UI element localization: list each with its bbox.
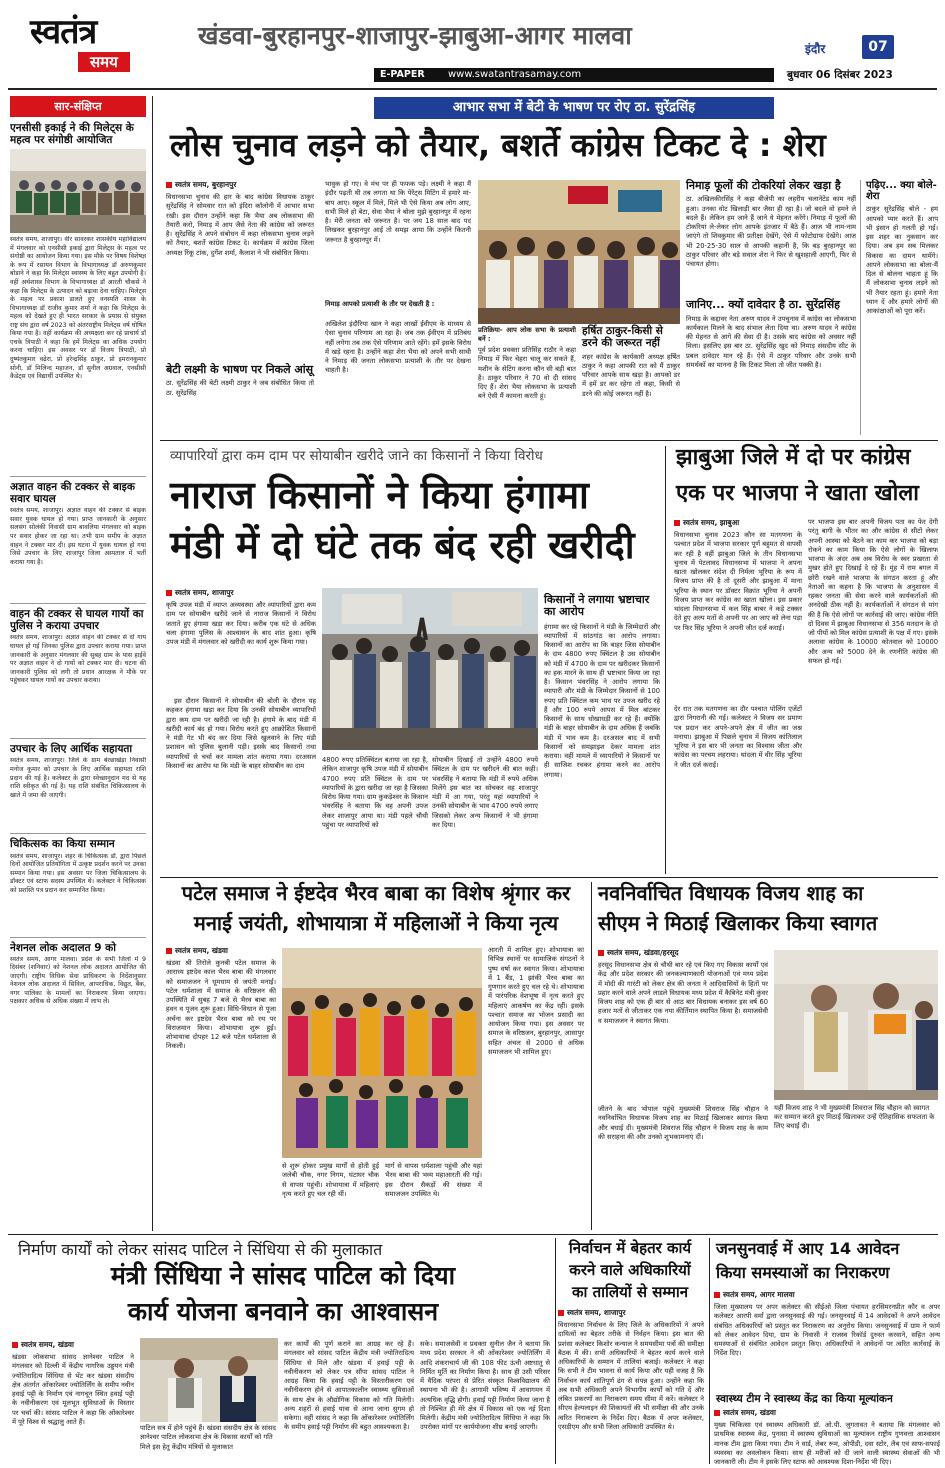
story8-subhead: स्वास्थ्य टीम ने स्वास्थ्य केंद्र का किया मूल्यांकन — [716, 1393, 893, 1405]
story4-photo — [282, 948, 482, 1158]
story2-sidebox — [544, 594, 660, 872]
epaper-label: E-PAPER — [380, 69, 425, 80]
sidebar-item-body: स्वतंत्र समय, शाजापुर। अज्ञात वाहन की टक्कर से दो गाय घायल हो गई जिनका पुलिस द्वारा उपचार कराया गया। प्राप्त जानकारी के अनुसार मंगलवार की सुबह ग्राम के पास हाईवे पर अज्ञात वाहन ने दो गायों को टक्कर मार दी। घटना की जानकारी पुलिस को लगी तो प्रधान आरक्षक ने मौके पर पहुंचकर घायल गायों का उपचार कराया। — [10, 634, 146, 685]
sidebar — [10, 96, 146, 1231]
story1-subhead: बेटी लक्ष्मी के भाषण पर निकले आंसू — [166, 363, 314, 376]
story6-col2 — [284, 1340, 414, 1464]
story6-photo-caption: पाटिल सत्र में होने पहुंचे हैं। खंडवा संसदीय क्षेत्र के सांसद ज्ञानेश्वर पाटिल लोकसभा क्षेत्र के विकास कार्यों को गति मिले इस हेतु केंद्रीय मंत्रियों से मुलाकात — [140, 1424, 276, 1451]
story4-headline: मनाई जयंती, शोभायात्रा में महिलाओं ने किया नृत्य — [193, 911, 559, 935]
sidebar-item-heading: वाहन की टक्कर से घायल गायों का पुलिस ने कराया उपचार — [10, 608, 144, 633]
story8-body: जिला मुख्यालय पर अपर कलेक्टर की सीईओ जिला पंचायत हरसिमरनप्रीत कौर व अपर कलेक्टर आरपी वर्मा द्वारा जनसुनवाई की गई। जनसुनवाई में 14 आवेदकों ने अपने आवेदन संबंधित अधिकारियों को प्रस्तुत कर निराकरण का अनुरोध किया। जनसुनवाई में ग्राम ने फार्म को लेकर आवेदन दिया, ग्राम के निवासी ने राजस्व रिकॉर्ड दुरुस्त करवाने, सहित अन्य समस्याओं से संबंधित आवेदन प्रस्तुत किए। अधिकारियों ने आवेदनों पर त्वरित कार्रवाई के निर्देश दिए। — [714, 1303, 940, 1358]
story2-body: 4800 रुपए प्रतिक्विंटल बताया जा रहा है, लेकिन शाजापुर कृषि उपज मंडी में सोयाबीन 4700 रुपए प्रति क्विंटल के दाम पर व्यापारियों के द्वारा खरीदा जा रहा है जिसका विरोध किया गया। ग्राम कुकड़ेश्वर के किसान भंवरसिंह ने बताया कि वह अपनी उपज लेकर शाजापुर आया था। मंडी पहले चौथी पहुंचा पर व्यापारियों को — [322, 756, 428, 829]
story1-subhead: निमाड़ आपको प्रत्याशी के तौर पर देखती है : — [325, 300, 435, 308]
story1-body: निमाड़ के कद्दावर नेता अरुण यादव ने उपचुनाव में कांग्रेस का लोकसभा कार्यकाल मिलने के बाद संभाल लेता दिया था। अरुण यादव ने कांग्रेस की मेहनत से आगे की सेवा दी है। उसके बाद कांग्रेस को अवसर नहीं मिला। इसलिए इस बार ठा. सुरेंद्रसिंह खुद को निमाड़ संसदीय सीट के प्रबल दावेदार मान रहे हैं। ऐसे में ठाकुर परिवार और उनके सभी समर्थकों का मानना है कि टिकट मिला तो जीत पक्की है। — [686, 314, 856, 369]
story1-body: भावुक हो गए। वे मंच पर ही फफक पड़े। लक्ष्मी ने कहा मैं इंदौर पढ़ती थी तब लगता था कि पेरेंट्स मिटिंग में हमारे मां-बाप आए। स्कूल में मिले, मिले भी ऐसे किया अब लोग आए, सभी मिले हो बेटा, सेवा भैया ने बोला मुझे बुरहानपुर में रहना है। मेरी जनता को जरूरत है। पर जय 18 साल बाद पद लिखकर बुरहानपुर आई तो समझ आया कि उन्होंने कितनी जरूरत है बुरहानपुर में। — [325, 180, 471, 244]
sidebar-item-body: स्वतंत्र समय, शाजापुर। जिले के ग्राम बेरछाखेड़ा निवासी मनोज कुमार को उपचार के लिए आर्थिक सहायता राशि प्रदान की गई है। कलेक्टर के द्वारा स्वेच्छानुदान मद से यह राशि स्वीकृत की गई है। यह राशि संबंधित चिकित्सालय के खाते में जमा की जाएगी। — [10, 757, 146, 799]
sidebar-item — [10, 743, 146, 829]
story3-col2 — [808, 518, 938, 872]
story3-body: देर रात तक मतगणना का दौर पश्चात पोलिंग एजेंटों द्वारा निगरानी की गई। कलेक्टर ने विजय सर प्रमाण पत्र प्रदान कर अपने-अपने क्षेत्र में जीत का जश्न मनाया। झाबुआ में पिछले चुनाव में विजय कांतिलाल भूरिया ने इस बार भी जनता का विश्वास जीता और कांग्रेस का परचम लहराया। थांदला में वीर सिंह भूरिया ने जीत दर्ज कराई। — [674, 705, 802, 769]
story1-body: ठा. अखिलकीरसिंह ने कहा बीजेपी का लहरीय चलानेटेड काम नहीं हुआ। उनका वोट खिलाड़ी बार जैसा ही रहा है। जो बदले वो हमने ले बदले हैं। लेकिन हम जाने हैं जाने ये मेहनत करेंगे। निमाड़ में फूलों की टोकरियां ले-लेकर लोग आपके इंतजार में बैठे हैं। आज भी नाम-नाम जाएंगे तो शिवकुमार की प्रतीक्षा देखेंगे, ऐसे में फोटोग्राफ देखेंगे। आज भी 20-25-30 साल से आपकी कहानी है, कि बड़ बुरहानपुर का ठाकुर परिवार और बड़े सवाल शेरा ने फिर से खुशहाली आएगी, फिर से पंचायत होगा। — [686, 195, 856, 269]
issue-date: बुधवार 06 दिसंबर 2023 — [787, 69, 893, 81]
story1-body: पूर्व प्रदेश प्रवक्ता प्रतिसिंह राठौर ने कहा निमाड़ में फिर चेहरा चालू कर सकते हैं, मशीन के सेटिंग करना कौन सी बड़ी बात है। ठाकुर परिवार ने 70 वो दी सांसद दिए हैं। शेरा भैया लोकसभा के प्रत्याशी बने ऐसी मैं कामना करती हूं। — [478, 346, 576, 401]
story1-subhead: हर्षित ठाकुर-किसी से डरने की जरूरत नहीं — [582, 325, 663, 349]
story7-headline: का तालियों से सम्मान — [571, 1283, 689, 1301]
ncc-photo — [10, 149, 146, 233]
rule — [591, 882, 592, 1230]
rule — [160, 440, 938, 441]
story1-body: अखिलेश इंदौरिया खान ने कहा लाखों ईवीएम के माध्यम से ऐसा चुनाव परिणाम आ रहा है। जब तक ईवीएम में प्रतिबंध नहीं लगेगा तब तक ऐसे परिणाम आते रहेंगे। हमें इसके विरोध में खड़े रहना है। उन्होंने कहा शेरा भैया को अपने सभी साथी ने निमाड़ की जनता लोकसभा प्रत्याशी के तौर पर देखना चाहती है। — [325, 320, 471, 375]
story8-sub-body: मुख्य चिकित्सा एवं स्वास्थ्य अधिकारी डॉ. ओ.पी. जुगतावत ने बताया कि मंगलवार को प्राथमिक स्वास्थ्य केंद्र, पुनासा में स्वास्थ्य सुविधाओं का मूल्यांकन राष्ट्रीय गुणवत्ता आश्वासन मानक टीम द्वारा किया गया। टीम ने वार्ड, लेबर रूम, ओपीडी, दवा स्टोर, लैब एवं साफ-सफाई व्यवस्था का अवलोकन किया। साथ ही मरीजों को दी जाने वाली स्वास्थ्य सेवाओं की भी जानकारी ली। टीम ने इसके लिए स्टाफ को आवश्यक दिशा-निर्देश भी दिए। — [714, 1421, 940, 1465]
story2-col1 — [166, 588, 316, 873]
story4-caption-left: से शुरू होकर प्रमुख मार्गों से होती हुई जलेबी चौक, नगर निगम, घंटाघर चौक से वापस पहुंची। शोभायात्रा में महिलाएं नृत्य करते हुए चल रही थीं। — [282, 1162, 379, 1198]
story3-headline: एक पर भाजपा ने खाता खोला — [676, 481, 919, 506]
story6-body: कर कार्यों की पूर्ण कराने का आग्रह कर रहे हैं। मंगलवार को सांसद पाटिल केंद्रीय मंत्री ज्योतिरादित्य सिंधिया से मिले और खंडवा में हवाई पट्टी के नवीनीकरण को लेकर पत्र सौंपा सांसद पाटिल ने आग्रह किया कि हवाई पट्टी के विस्तारीकरण एवं नवीनीकरण होने से आपातकालीन स्वास्थ्य सुविधाओं के साथ क्षेत्र के औद्योगिक विकास को गति मिलेगी। अन्य शहरों से हवाई यात्रा से आना जाना सुगम हो सकेगा। वहीं सांसद ने कहा कि ओंकारेश्वर ज्योतिर्लिंग के समीप हवाई पट्टी निर्माण की बहुत आवश्यकता है। — [284, 1340, 414, 1432]
story1-photo-caption: प्रतिक्रिया- आप लोक सभा के प्रत्याशी बनें : — [478, 326, 576, 344]
story7-headline: निर्वाचन में बेहतर कार्य — [568, 1239, 692, 1257]
story1-col3 — [478, 326, 680, 436]
sidebar-item-body: स्वतंत्र समय, शाजापुर। अज्ञात वाहन की टक्कर से बाइक सवार युवक घायल हो गया। प्राप्त जानकारी के अनुसार सलसंग सोलंकी निवासी ग्राम बावलिया मंगलवार को बाइक पर सवार होकर जा रहा था। तभी ग्राम समीप के अज्ञात वाहन ने टक्कर मार दी। इस घटना में युवक घायल हो गया जिसे उपचार के लिए शाजापुर जिला अस्पताल में भर्ती कराया गया है। — [10, 507, 146, 566]
story7-body-wrap — [558, 1308, 704, 1464]
story5-headline: नवनिर्वाचित विधायक विजय शाह का — [598, 881, 864, 905]
story7-headline: करने वाले अधिकारियों — [569, 1261, 691, 1279]
story5-body: हरसूद विधानसभा क्षेत्र से चौथी बार रहे एवं किए गए विकास कार्यों एवं केंद्र और प्रदेश सरकार की जनकल्याणकारी योजनाओं एवं मध्य प्रदेश में मोदी की गारंटी को लेकर क्षेत्र की जनता ने आदिवासियों के हितों पर प्रहार करने वाले अपने लाडले विधायक मध्य प्रदेश में कैबिनेट मंत्री कुंवर विजय शाह को एक ही बार से आठ बार विधायक बनाकर इस वर्ष 60 हजार मतों से जीताकर एक नया कीर्तिमान स्थापित किया है। समाजसेवी व समाजजन ने स्वागत किया। — [598, 961, 768, 1025]
sidebar-divider — [152, 96, 153, 1231]
story4-col2 — [488, 946, 584, 1226]
story8-headline: किया समस्याओं का निराकरण — [716, 1263, 890, 1282]
story2-col2 — [322, 756, 428, 872]
story5-headline: सीएम ने मिठाई खिलाकर किया स्वागत — [598, 911, 878, 935]
story7-byline: स्वतंत्र समय, शाजापुर — [558, 1308, 704, 1318]
sidebar-title: सार-संक्षिप्त — [10, 96, 146, 117]
sidebar-item — [10, 942, 146, 1106]
story4-caption — [282, 1162, 482, 1226]
story6-byline: स्वतंत्र समय, खंडवा — [12, 1340, 134, 1350]
logo-top: स्वतंत्र — [30, 12, 97, 52]
story2-body: कृषि उपज मंडी में व्याप्त अव्यवस्था और व्यापारियों द्वारा कम दाम पर सोयाबीन खरीदे जाने से नाराज किसानों ने विरोध जताते हुए हंगामा खड़ा कर दिया। करीब एक घंटे से अधिक चला हंगामा पुलिस के आश्वासन के बाद शांत हुआ। कृषि उपज मंडी में मंगलवार को खरीदी का कार्य शुरू किया गया। — [166, 601, 316, 646]
story2-headline: मंडी में दो घंटे तक बंद रही खरीदी — [170, 523, 635, 567]
sidebar-item-heading: उपचार के लिए आर्थिक सहायता — [10, 743, 133, 756]
story4-caption-right: मार्ग से वापस धर्मशाला पहुंची और यहां भैरव बाबा की भव्य महाआरती की गई। इस दौरान सैकड़ों की संख्या में समाजजन उपस्थित थे। — [385, 1162, 482, 1198]
story6-photo — [140, 1338, 278, 1422]
story4-body: आरती में शामिल हुए। शोभायात्रा का विभिन्न स्थानों पर सामाजिक संगठनों ने पुष्प वर्षा कर स्वागत किया। शोभायात्रा में 1 बैंड, 1 झांकी भैरव बाबा का गुणगान करते हुए चल रहे थे। शोभायात्रा में पारंपरिक वेशभूषा में नृत्य करते हुए महिलाएं आकर्षण का केंद्र रहीं। इसके पश्चात समाज का भोजन प्रसादी का आयोजन किया गया। इस अवसर पर समाज के वरिष्ठजन, बुरहानपुर, आसापुर सहित अंचल से 2000 से अधिक समाजजन भी शामिल हुए। — [488, 946, 584, 1056]
story3-body: पर भाजपा इस बार अपनी विजय पता का फेर देगी परंतु बागी के भीतर का और कांग्रेस से सीटों लेकर अपनी आस्था को बैठने का काम कर भाजपा को बड़ा रोकने का काम किया कि ऐसे लोगों के खिलाफ भाजपा के अंदर अब अब विरोध के स्वर प्रखरता से मुखर होते हुए दिखाई दे रहे हैं। मुंह में राम बगल में छोरी रखने वाले भाजपा के संगठन करता हूं और नेताओं का कहना है कि भाजपा के अनुशासन में रहकर जनता की सेवा करने वाले कार्यकर्ताओं की अनदेखी ठीक नहीं है। कार्यकर्ताओं ने संगठन से मांग की है कि ऐसे लोगों पर कार्रवाई की जाए। कांग्रेस नीति दो दिवस में झाबुआ विधानसभा से 356 मतदान के दो जो पीयों को मिल कांग्रेस प्रत्याशी के पक्ष में गए। इसके अलावा कांग्रेस के 10000 कोतवाल को 10000 और अन्य को 5000 देने के रणनीति कांग्रेस की सफल हो गई। — [808, 518, 938, 665]
masthead — [0, 0, 945, 92]
story4-headline: पटेल समाज ने ईष्टदेव भैरव बाबा का विशेष श्रृंगार कर — [181, 881, 571, 905]
city-label: इंदौर — [805, 42, 826, 56]
story3-byline: स्वतंत्र समय, झाबुआ — [674, 518, 802, 528]
story3-body: विधानसभा चुनाव 2023 कौन सा मतगणना के पश्चात प्रदेश में भाजपा सरकार पूर्ण बहुमत से वापसी कर रही है वहीं झाबुआ जिले के तीन विधानसभा चुनाव में पेटलावद विधानसभा में भाजपा ने अपना खाता खोलकर संदेश दी निर्मला भूरिया के रूप में विजय प्राप्त की है तो दूसरी और झाबुआ में माना भूरिया के स्थान पर डॉक्टर विक्रांत भूरिया ने अपनी विजय प्राप्त कर कांग्रेस का खाता खोला। इस प्रकार थांदला विधानसभा में कल सिंह बाबर ने कड़े टक्कर देते हुए अल्प मतों से अपनी पर आ जाए को लेना पड़ा पर फिर सिंह भूरिया ने अपनी जीत दर्ज कराई। — [674, 531, 802, 632]
story1-subhead: निमाड़ फूलों की टोकरियां लेकर खड़ा है — [686, 179, 841, 192]
story1-body: शहर कांग्रेस के कार्यकारी अध्यक्ष हर्षित ठाकुर ने कहा आपकी रात को मैं ठाकुर परिवार आपके साथ खड़ा है। आपको डर में हमें डर कर रहेगा तो कहा, किसी से डरने की कोई जरूरत नहीं है। — [582, 352, 680, 398]
sidebar-item-heading: एनसीसी इकाई ने की मिलेट्स के महत्व पर संगोष्ठी आयोजित — [10, 122, 134, 147]
sidebar-item-heading: चिकित्सक का किया सम्मान — [10, 838, 115, 851]
shera-box — [860, 180, 938, 435]
page-number: 07 — [862, 35, 894, 59]
rule — [8, 1234, 938, 1235]
story1-col4 — [686, 180, 856, 435]
story8-sub-wrap — [714, 1408, 940, 1464]
rule — [160, 877, 938, 878]
sidebar-item-heading: अज्ञात वाहन की टक्कर से बाइक सवार घायल — [10, 481, 135, 506]
shera-box-body: ठाकुर सुरेंद्रसिंह बोले - हम आपको प्यार करते हैं। आप भी इंसान हो गलती हो गई। इस शहर का नुकसान कर दिया। अब हम सब मिलकर विकास का दामन थामेंगे। आपने लोकसभा का बोला-मैं दिल से बोलना चाहता हूं कि मैं लोकसभा चुनाव लड़ने को भी तैयार रहता हूं। हमारे नेता ध्यान दें और हमारे लोगों की आकांक्षाओं को पूरा करें। — [866, 205, 938, 316]
story1-kicker: आभार सभा में बेटी के भाषण पर रोए ठा. सुरेंद्रसिंह — [374, 97, 774, 119]
story1-body: ठा. सुरेंद्रसिंह की बेटी लक्ष्मी ठाकुर ने जब संबोधित किया तो ठा. सुरेंद्रसिंह — [166, 379, 314, 397]
story6-headline: मंत्री सिंधिया ने सांसद पाटिल को दिया — [110, 1261, 456, 1290]
story5-photo — [774, 950, 938, 1100]
rule — [555, 1238, 556, 1464]
story2-kicker: व्यापारियों द्वारा कम दाम पर सोयाबीन खरीदे जाने का किसानों ने किया विरोध — [170, 448, 543, 464]
story6-body: खंडवा लोकसभा सांसद ज्ञानेश्वर पाटिल ने मंगलवार को दिल्ली में केंद्रीय नागरिक उड्डयन मंत्री ज्योतिरादित्य सिंधिया से भेंट कर खंडवा संसदीय क्षेत्र अंतर्गत ओंकारेश्वर ज्योतिर्लिंग के समीप नवीन हवाई पट्टी के निर्माण एवं नागचून स्थित हवाई पट्टी के नवीनीकरण एवं मूलभूत सुविधाओं के विस्तार पर चर्चा की। सांसद पाटिल ने कहा कि ओंकारेश्वर में पूरे विश्व से श्रद्धालु आते हैं। — [12, 1353, 134, 1426]
website-link[interactable]: www.swatantrasamay.com — [448, 69, 582, 80]
sidebar-item — [10, 122, 146, 472]
edition-title: खंडवा-बुरहानपुर-शाजापुर-झाबुआ-आगर मालवा — [198, 21, 632, 50]
story6-col1 — [12, 1340, 134, 1464]
story2-body: इस दौरान किसानों ने सोयाबीन की बोली के दौरान यह कहकर हंगामा खड़ा कर दिया कि उनकी सोयाबीन व्यापारियों द्वारा कम दाम पर खरीदी जा रही है। हंगामे के बाद मंडी में खरीदी कार्य बंद हो गया। विरोध करते हुए आक्रोशित किसानों ने मंडी गेट भी बंद कर दिया जिसे खुलवाने के लिए मंडी प्रशासन को पुलिस बुलानी पड़ी। इसके बाद किसानों तथा व्यापारियों से चर्चा कर मामला शांत कराया गया। दरअसल किसानों का आरोप था कि मंडी के बाहर सोयाबीन का दाम — [166, 697, 316, 770]
story3-col1 — [674, 518, 802, 872]
story5-caption: यहीं विजय शाह ने भी मुख्यमंत्री शिवराज सिंह चौहान को स्वागत कर सम्मान करते हुए मिठाई खिलाकर उन्हें ऐतिहासिक सफलता के लिए बधाई दी। — [774, 1104, 935, 1130]
story2-body: सोयाबीन दिखाई तो उन्होंने 4800 रुपये क्विंटल के दाम पर खरीदने की बात कही। भंवरसिंह ने बताया कि मंडी में रुपये अधिक मिलेंगे इस बात का सोचकर वह शाजापुर मंडी में आ गया, परंतु यहां व्यापारियों ने उनकी सोयाबीन के भाव 4700 रुपये लगाए जिसको लेकर अन्य किसानों ने भी हंगामा कर दिया। — [432, 756, 538, 829]
story2-sidebox-heading: किसानों ने लगाया भ्रष्टाचार का आरोप — [544, 593, 650, 619]
story2-col3 — [432, 756, 538, 872]
story7-body: विधानसभा निर्वाचन के लिए जिले के अधिकारियों ने अपने दायित्वों का बेहतर तरीके से निर्वहन किया। इस बात की प्रशंसा कलेक्टर किशोर कन्याल ने समयसीमा पत्रों की समीक्षा बैठक में की। सभी अधिकारियों ने बेहतर कार्य करने वाले अधिकारियों के सम्मान में तालियां बजाई। कलेक्टर ने कहा कि सभी ने टीम भावना से कार्य किया और यही वजह है कि निर्वाचन कार्य शांतिपूर्ण ढंग से संपन्न हुआ। उन्होंने कहा कि अब सभी अधिकारी अपने विभागीय कार्यों को गति दें और लंबित प्रकरणों का निराकरण समय सीमा में करें। कलेक्टर ने सीएम हेल्पलाइन की शिकायतों की भी समीक्षा की और उनके त्वरित निराकरण के निर्देश दिए। बैठक में अपर कलेक्टर, एसडीएम और सभी जिला अधिकारी उपस्थित थे। — [558, 1321, 704, 1431]
story1-body: विधानसभा चुनाव की हार के बाद कांग्रेस विधायक ठाकुर सुरेंद्रसिंह ने सोमवार रात को इंदिरा कॉलोनी में आभार सभा रखी। इस दौरान उन्होंने कहा कि भैया अब लोकसभा की तैयारी करो, निमाड़ में आप जैसे नेता की कांग्रेस को जरूरत है। सुरेंद्रसिंह ने अपने संबोधन में कहा लोकसभा चुनाव लड़ने को तैयार, बशर्ते कांग्रेस टिकट दे। कार्यक्रम में कांग्रेस जिला अध्यक्ष रिंकू टांक, दुर्गेश शर्मा, कैलाश ने भी संबोधित किया। — [166, 193, 314, 257]
sidebar-item — [10, 838, 146, 932]
story2-headline: नाराज किसानों ने किया हंगामा — [170, 473, 589, 517]
sidebar-item-body: स्वतंत्र समय, शाजापुर। शहर के चिकित्सक डॉ. द्वारा पिछले दिनों आयोजित प्रतियोगिता में उत्कृष्ट प्रदर्शन करने पर उनका सम्मान किया गया। इस अवसर पर जिला चिकित्सालय के डॉक्टर एवं स्टाफ सदस्य उपस्थित थे। कलेक्टर ने चिकित्सक को प्रशस्ति पत्र प्रदान कर सम्मानित किया। — [10, 852, 146, 894]
story8-headline: जनसुनवाई में आए 14 आवेदन — [716, 1239, 900, 1258]
story4-col1 — [166, 946, 276, 1226]
story1-photo — [478, 180, 680, 324]
story2-sidebox-body: हंगामा कर रहे किसानों ने मंडी के जिम्मेदारों और व्यापारियों में सांठगांठ का आरोप लगाया। किसानों का आरोप था कि बाहर जिस सोयाबीन के दाम 4800 रुपए क्विंटल है उस सोयाबीन को मंडी में 4700 के दाम पर खरीदकर किसानों का हक मारने के साथ ही भ्रष्टाचार किया जा रहा है। किसान भंवरसिंह ने आरोप लगाया कि व्यापारी और मंडी के जिम्मेदार किसानों से 100 रुपए प्रति क्विंटल कम भाव पर उपज खरीद रहे हैं और 100 रुपये आपस में मिल बांटकर किसानों के साथ धोखाधड़ी कर रहे हैं। क्योंकि मंडी के बाहर सोयाबीन के दाम अधिक हैं जबकि मंडी में भाव कम है। दरअसल बाद में सभी किसानों को समझाइश देकर मामला शांत कराया। वहीं मामले में व्यापारियों ने किसानों पर ही साजिश रचकर हंगामा करने का आरोप लगाया। — [544, 622, 660, 779]
sidebar-item-body: स्वतंत्र समय, आगर मालवा। प्रदेश के सभी जिलों में 9 दिसंबर (शनिवार) को नेशनल लोक अदालत आयोजित की जाएगी। राष्ट्रीय विधिक सेवा प्राधिकरण के निर्देशानुसार नेशनल लोक अदालत में सिविल, आपराधिक, विद्युत, बैंक, नगर पालिका के मामलों का निराकरण किया जाएगा। पक्षकार अधिक से अधिक संख्या में लाभ लें। — [10, 955, 146, 1006]
story8-body-wrap — [714, 1290, 940, 1390]
sidebar-item — [10, 608, 146, 734]
logo-bottom: समय — [78, 52, 130, 72]
story1-col2 — [325, 180, 471, 435]
story3-headline: झाबुआ जिले में दो पर कांग्रेस — [676, 445, 911, 470]
rule — [709, 1238, 710, 1464]
story4-body: खंडवा श्री तिरोले कुनबी पटेल समाज के आराध्य इष्टदेव काल भैरव बाबा की मंगलवार को समाजजन ने धूमधाम से जयंती मनाई। पटेल धर्मशाला में समाज के वरिष्ठजन की उपस्थिति में सुबह 7 बजे से भैरव बाबा का हवन व पूजन शुरू हुआ। विधि-विधान से पूजा अर्चना कर इष्टदेव भैरव बाबा को रथ पर विराजमान किया। शोभायात्रा शुरू हुई। शोभायात्रा दोपहर 12 बजे पटेल धर्मशाला से निकली। — [166, 959, 276, 1051]
masthead-rule — [8, 88, 937, 90]
story1-byline: स्वतंत्र समय, बुरहानपुर — [166, 180, 314, 190]
story8-sub-byline: स्वतंत्र समय, खंडवा — [714, 1408, 940, 1418]
story5-byline: स्वतंत्र समय, खंडवा/हरसूद — [598, 948, 768, 958]
story2-photo — [322, 588, 538, 750]
rule — [665, 446, 666, 874]
story5-body: जीतने के बाद भोपाल पहुंचे मुख्यमंत्री शिवराज सिंह चौहान ने नवनिर्वाचित विधायक विजय शाह का मिठाई खिलाकर स्वागत किया और बधाई दी। मुख्यमंत्री शिवराज सिंह चौहान ने विजय शाह के काम की सराहना की और उनको शुभकामनाएं दीं। — [598, 1105, 768, 1141]
sidebar-item — [10, 481, 146, 599]
story5-col1 — [598, 948, 768, 1228]
story2-byline: स्वतंत्र समय, शाजापुर — [166, 588, 316, 598]
story6-col3 — [420, 1340, 550, 1464]
story1-subhead: जानिए... क्यों दावेदार है ठा. सुरेंद्रसिंह — [686, 298, 841, 312]
story1-headline: लोस चुनाव लड़ने को तैयार, बशर्ते कांग्रेस टिकट दे : शेरा — [170, 126, 826, 164]
story8-byline: स्वतंत्र समय, आगर मालवा — [714, 1290, 940, 1300]
story6-headline: कार्य योजना बनवाने का आश्वासन — [127, 1297, 439, 1326]
sidebar-item-heading: नेशनल लोक अदालत 9 को — [10, 941, 116, 954]
sidebar-item-body: स्वतंत्र समय, शाजापुर। वीर सावरकर शासकीय महाविद्यालय में मंगलवार को एनसीसी इकाई द्वारा मिलेट्स के महत्व पर संगोष्ठी का आयोजन किया गया। इस मौके पर विषय विशेषज्ञ के रूप में रसायन विभाग के विभागाध्यक्ष डॉ अरुणकुमार बोडाने ने कहा कि मिलेट्स स्वास्थ्य के लिए बहुत उपयोगी है। वहीं अर्थशास्त्र विभाग के विभागाध्यक्ष डॉ आरती चौकसे ने कहा कि मिलेट्स के उत्पादन को बढ़ावा देना चाहिए। मिलेट्स के महत्व पर प्रकाश डालते हुए वनस्पति शास्त्र के विभागाध्यक्ष डॉ राजीव कुमार शर्मा ने कहा कि मिलेट्स के महत्व को देखते हुए ही भारत सरकार के प्रयास से संयुक्त राष्ट्र संघ द्वारा वर्ष 2023 को अंतरराष्ट्रीय मिलेट्स वर्ष घोषित किया गया है। वहीं कार्यक्रम की अध्यक्षता कर रहे प्राचार्य डॉ एचके त्रिपाठी ने कहा कि हमें मिलेट्स का अधिक उपयोग करना चाहिए। इस अवसर पर डॉ विजय त्रिपाठी, प्रो दुष्यंतकुमार वढ़ेरा, प्रो हरेन्द्रसिंह ठाकुर, प्रो इमरानकुमार सोनी, डॉ मिलिन्द महाजन, डॉ सुनील अग्रवाल, एनसीसी कैडेट्स एवं विद्यार्थी उपस्थित थे। — [10, 236, 146, 381]
story4-byline: स्वतंत्र समय, खंडवा — [166, 946, 276, 956]
logo — [30, 14, 160, 78]
story1-col1 — [166, 180, 314, 435]
story6-body: सके। समाजसेवी व प्रवक्ता सुनील जैन ने बताया कि मध्य प्रदेश सरकार ने श्री ओंकारेश्वर ज्योतिर्लिंग में आदि शंकराचार्य जी की 108 फीट ऊंची अष्टधातु से निर्मित मूर्ति का निर्माण किया है। साथ ही उसी परिसर में वैदिक परंपरा से प्रेरित संस्कृत विश्वविद्यालय की स्थापना भी की है। आगामी भविष्य में आवागमन में अत्यधिक वृद्धि होगी। हवाई पट्टी निर्माण किया जाना है तो निश्चित ही मेरे क्षेत्र में विकास को एक नई दिशा मिलेगी। केंद्रीय मंत्री ज्योतिरादित्य सिंधिया ने कहा कि उपरोक्त मांगों पर कार्ययोजना शीघ्र बनाई जाएगी। — [420, 1340, 550, 1432]
shera-box-heading: पढ़िए... क्या बोले-शेरा — [866, 180, 937, 203]
story6-kicker: निर्माण कार्यों को लेकर सांसद पाटिल ने सिंधिया से की मुलाकात — [18, 1240, 383, 1259]
